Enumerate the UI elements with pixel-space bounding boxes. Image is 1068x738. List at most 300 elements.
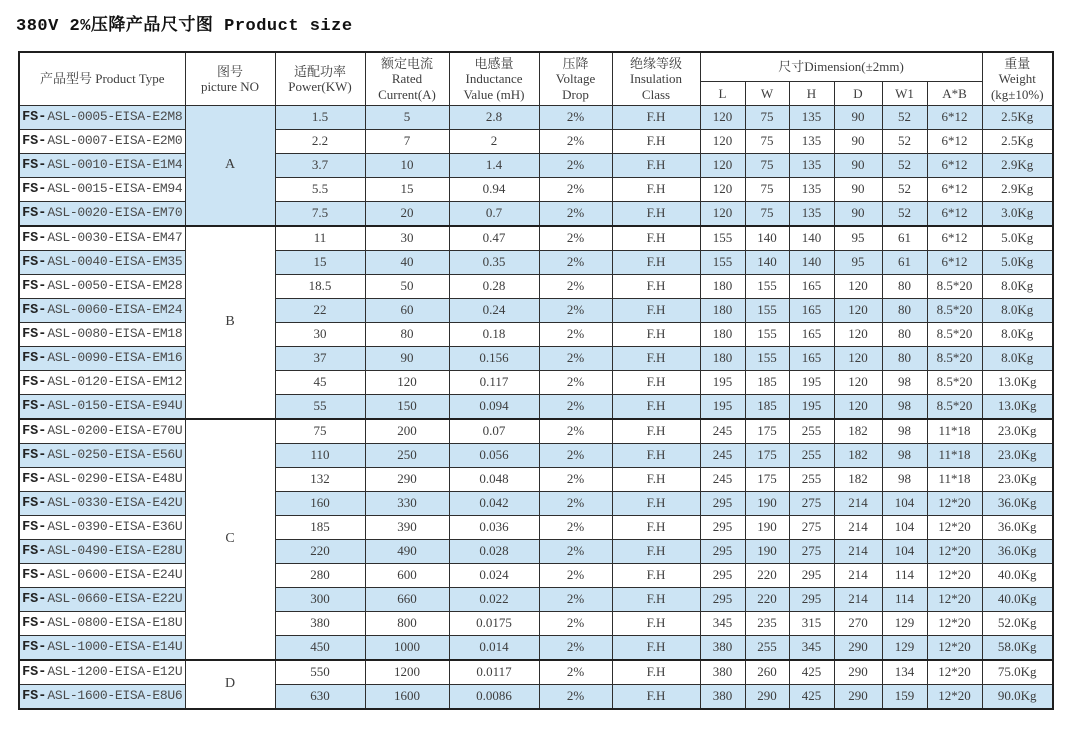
- cell-rated-current: 30: [365, 226, 449, 251]
- cell-dim-ab: 12*20: [927, 491, 982, 515]
- cell-rated-current: 60: [365, 298, 449, 322]
- cell-product-type: [19, 443, 185, 467]
- model-prefix: FS-: [22, 231, 47, 247]
- cell-inductance: 0.028: [449, 539, 539, 563]
- cell-dim-w1: 98: [882, 394, 927, 419]
- cell-rated-current: 150: [365, 394, 449, 419]
- model-prefix: FS-: [22, 520, 47, 536]
- cell-weight: 2.9Kg: [982, 153, 1053, 177]
- cell-insulation-class: F.H: [612, 322, 700, 346]
- cell-product-type: [19, 250, 185, 274]
- cell-dim-w: 255: [745, 635, 789, 660]
- cell-dim-l: 295: [700, 587, 745, 611]
- table-row: [19, 635, 1053, 660]
- cell-dim-l: 180: [700, 322, 745, 346]
- cell-insulation-class: F.H: [612, 419, 700, 444]
- cell-dim-w: 185: [745, 370, 789, 394]
- cell-weight: 5.0Kg: [982, 250, 1053, 274]
- cell-dim-w: 75: [745, 201, 789, 226]
- cell-dim-l: 180: [700, 346, 745, 370]
- cell-rated-current: 660: [365, 587, 449, 611]
- cell-dim-w1: 80: [882, 322, 927, 346]
- cell-weight: 13.0Kg: [982, 370, 1053, 394]
- cell-dim-ab: 12*20: [927, 611, 982, 635]
- cell-dim-h: 425: [789, 660, 834, 685]
- cell-dim-w1: 61: [882, 250, 927, 274]
- cell-power: 3.7: [275, 153, 365, 177]
- cell-dim-w1: 98: [882, 419, 927, 444]
- col-header-dim-w1: W1: [882, 81, 927, 105]
- cell-dim-l: 380: [700, 660, 745, 685]
- model-prefix: FS-: [22, 206, 47, 222]
- cell-weight: 40.0Kg: [982, 587, 1053, 611]
- cell-voltage-drop: 2%: [539, 419, 612, 444]
- cell-weight: 40.0Kg: [982, 563, 1053, 587]
- cell-product-type: [19, 515, 185, 539]
- cell-dim-ab: 6*12: [927, 250, 982, 274]
- cell-dim-d: 182: [834, 467, 882, 491]
- table-row: [19, 105, 1053, 129]
- cell-inductance: 0.0175: [449, 611, 539, 635]
- cell-insulation-class: F.H: [612, 274, 700, 298]
- cell-dim-h: 255: [789, 467, 834, 491]
- cell-voltage-drop: 2%: [539, 515, 612, 539]
- cell-dim-w: 220: [745, 563, 789, 587]
- cell-dim-ab: 8.5*20: [927, 346, 982, 370]
- cell-product-type: [19, 419, 185, 444]
- cell-voltage-drop: 2%: [539, 563, 612, 587]
- cell-dim-ab: 6*12: [927, 177, 982, 201]
- col-header-dim-ab: A*B: [927, 81, 982, 105]
- cell-voltage-drop: 2%: [539, 539, 612, 563]
- cell-inductance: 0.048: [449, 467, 539, 491]
- cell-weight: 23.0Kg: [982, 443, 1053, 467]
- col-header-picture-no: 图号 picture NO: [185, 52, 275, 105]
- cell-product-type: [19, 153, 185, 177]
- cell-dim-d: 95: [834, 226, 882, 251]
- cell-dim-w1: 80: [882, 274, 927, 298]
- cell-power: 450: [275, 635, 365, 660]
- cell-power: 1.5: [275, 105, 365, 129]
- cell-insulation-class: F.H: [612, 129, 700, 153]
- cell-picture-no: A: [185, 105, 275, 226]
- cell-dim-ab: 6*12: [927, 201, 982, 226]
- cell-dim-d: 90: [834, 129, 882, 153]
- cell-inductance: 0.7: [449, 201, 539, 226]
- cell-dim-w: 75: [745, 105, 789, 129]
- cell-dim-ab: 8.5*20: [927, 298, 982, 322]
- cell-inductance: 1.4: [449, 153, 539, 177]
- cell-dim-h: 165: [789, 346, 834, 370]
- model-prefix: FS-: [22, 616, 47, 632]
- cell-weight: 8.0Kg: [982, 274, 1053, 298]
- cell-dim-w1: 98: [882, 370, 927, 394]
- col-header-weight: 重量 Weight (kg±10%): [982, 52, 1053, 105]
- cell-voltage-drop: 2%: [539, 346, 612, 370]
- cell-insulation-class: F.H: [612, 105, 700, 129]
- cell-product-type: [19, 611, 185, 635]
- cell-product-type: [19, 660, 185, 685]
- cell-weight: 8.0Kg: [982, 346, 1053, 370]
- cell-dim-w1: 52: [882, 201, 927, 226]
- cell-dim-w1: 98: [882, 467, 927, 491]
- cell-power: 280: [275, 563, 365, 587]
- cell-dim-l: 120: [700, 129, 745, 153]
- cell-insulation-class: F.H: [612, 443, 700, 467]
- cell-dim-h: 295: [789, 563, 834, 587]
- cell-power: 132: [275, 467, 365, 491]
- cell-dim-d: 214: [834, 587, 882, 611]
- cell-power: 630: [275, 684, 365, 709]
- cell-dim-h: 425: [789, 684, 834, 709]
- cell-voltage-drop: 2%: [539, 250, 612, 274]
- model-prefix: FS-: [22, 424, 47, 440]
- cell-rated-current: 290: [365, 467, 449, 491]
- cell-dim-w: 75: [745, 153, 789, 177]
- cell-power: 15: [275, 250, 365, 274]
- model-prefix: FS-: [22, 182, 47, 198]
- model-code: ASL-0040-EISA-EM35: [47, 254, 183, 270]
- cell-product-type: [19, 298, 185, 322]
- cell-dim-w: 155: [745, 322, 789, 346]
- model-code: ASL-0020-EISA-EM70: [47, 205, 183, 221]
- cell-rated-current: 600: [365, 563, 449, 587]
- cell-dim-h: 165: [789, 298, 834, 322]
- cell-dim-ab: 6*12: [927, 226, 982, 251]
- cell-dim-d: 120: [834, 298, 882, 322]
- cell-dim-ab: 12*20: [927, 563, 982, 587]
- model-prefix: FS-: [22, 351, 47, 367]
- model-code: ASL-0005-EISA-E2M8: [47, 109, 183, 125]
- model-code: ASL-0600-EISA-E24U: [47, 567, 183, 583]
- cell-voltage-drop: 2%: [539, 611, 612, 635]
- cell-dim-l: 195: [700, 370, 745, 394]
- cell-voltage-drop: 2%: [539, 322, 612, 346]
- cell-inductance: 0.0086: [449, 684, 539, 709]
- cell-rated-current: 80: [365, 322, 449, 346]
- cell-voltage-drop: 2%: [539, 201, 612, 226]
- cell-dim-w: 190: [745, 491, 789, 515]
- cell-dim-w1: 114: [882, 563, 927, 587]
- table-row: [19, 515, 1053, 539]
- cell-dim-w: 155: [745, 298, 789, 322]
- cell-dim-w1: 114: [882, 587, 927, 611]
- table-row: [19, 346, 1053, 370]
- cell-inductance: 0.35: [449, 250, 539, 274]
- cell-dim-l: 245: [700, 467, 745, 491]
- col-header-dim-d: D: [834, 81, 882, 105]
- cell-inductance: 0.07: [449, 419, 539, 444]
- cell-weight: 13.0Kg: [982, 394, 1053, 419]
- cell-dim-w: 140: [745, 226, 789, 251]
- cell-inductance: 0.0117: [449, 660, 539, 685]
- cell-power: 22: [275, 298, 365, 322]
- table-row: [19, 177, 1053, 201]
- cell-dim-w: 190: [745, 515, 789, 539]
- cell-dim-d: 90: [834, 177, 882, 201]
- model-code: ASL-1200-EISA-E12U: [47, 664, 183, 680]
- cell-product-type: [19, 491, 185, 515]
- cell-dim-ab: 11*18: [927, 467, 982, 491]
- cell-inductance: 0.042: [449, 491, 539, 515]
- model-prefix: FS-: [22, 544, 47, 560]
- cell-insulation-class: F.H: [612, 660, 700, 685]
- cell-dim-l: 380: [700, 684, 745, 709]
- cell-dim-w1: 52: [882, 177, 927, 201]
- table-row: [19, 250, 1053, 274]
- cell-dim-d: 90: [834, 153, 882, 177]
- cell-product-type: [19, 177, 185, 201]
- model-prefix: FS-: [22, 448, 47, 464]
- cell-product-type: [19, 105, 185, 129]
- cell-dim-ab: 8.5*20: [927, 322, 982, 346]
- col-header-inductance: 电感量 Inductance Value (mH): [449, 52, 539, 105]
- cell-weight: 75.0Kg: [982, 660, 1053, 685]
- model-code: ASL-0290-EISA-E48U: [47, 471, 183, 487]
- cell-dim-h: 165: [789, 274, 834, 298]
- cell-dim-w: 75: [745, 129, 789, 153]
- cell-dim-l: 245: [700, 419, 745, 444]
- model-code: ASL-1000-EISA-E14U: [47, 639, 183, 655]
- cell-rated-current: 250: [365, 443, 449, 467]
- cell-dim-w1: 104: [882, 491, 927, 515]
- cell-dim-h: 275: [789, 491, 834, 515]
- table-row: [19, 322, 1053, 346]
- cell-dim-w1: 104: [882, 515, 927, 539]
- cell-insulation-class: F.H: [612, 394, 700, 419]
- cell-dim-ab: 12*20: [927, 587, 982, 611]
- cell-rated-current: 800: [365, 611, 449, 635]
- col-header-rated-current: 额定电流 Rated Current(A): [365, 52, 449, 105]
- cell-rated-current: 10: [365, 153, 449, 177]
- cell-dim-ab: 8.5*20: [927, 370, 982, 394]
- cell-product-type: [19, 226, 185, 251]
- cell-dim-w1: 80: [882, 346, 927, 370]
- col-header-voltage-drop: 压降 Voltage Drop: [539, 52, 612, 105]
- model-prefix: FS-: [22, 279, 47, 295]
- datasheet-page: [0, 10, 1068, 710]
- cell-weight: 5.0Kg: [982, 226, 1053, 251]
- cell-insulation-class: F.H: [612, 611, 700, 635]
- table-row: [19, 467, 1053, 491]
- cell-inductance: 0.024: [449, 563, 539, 587]
- col-header-dimension: 尺寸Dimension(±2mm): [700, 52, 982, 81]
- cell-product-type: [19, 467, 185, 491]
- product-size-table: [18, 51, 1054, 710]
- model-code: ASL-0200-EISA-E70U: [47, 423, 183, 439]
- cell-weight: 52.0Kg: [982, 611, 1053, 635]
- cell-product-type: [19, 129, 185, 153]
- cell-dim-w: 175: [745, 419, 789, 444]
- table-row: [19, 684, 1053, 709]
- cell-dim-w1: 61: [882, 226, 927, 251]
- cell-weight: 36.0Kg: [982, 515, 1053, 539]
- cell-weight: 2.9Kg: [982, 177, 1053, 201]
- model-prefix: FS-: [22, 592, 47, 608]
- cell-insulation-class: F.H: [612, 250, 700, 274]
- cell-dim-w1: 80: [882, 298, 927, 322]
- table-row: [19, 587, 1053, 611]
- cell-rated-current: 20: [365, 201, 449, 226]
- cell-voltage-drop: 2%: [539, 684, 612, 709]
- cell-dim-d: 214: [834, 491, 882, 515]
- col-header-power: 适配功率 Power(KW): [275, 52, 365, 105]
- cell-picture-no: C: [185, 419, 275, 660]
- cell-voltage-drop: 2%: [539, 491, 612, 515]
- cell-dim-d: 95: [834, 250, 882, 274]
- cell-dim-w1: 129: [882, 635, 927, 660]
- cell-inductance: 0.94: [449, 177, 539, 201]
- model-prefix: FS-: [22, 110, 47, 126]
- table-row: [19, 370, 1053, 394]
- cell-dim-l: 380: [700, 635, 745, 660]
- cell-insulation-class: F.H: [612, 153, 700, 177]
- cell-dim-d: 90: [834, 105, 882, 129]
- cell-insulation-class: F.H: [612, 226, 700, 251]
- cell-insulation-class: F.H: [612, 370, 700, 394]
- cell-rated-current: 490: [365, 539, 449, 563]
- cell-voltage-drop: 2%: [539, 467, 612, 491]
- cell-inductance: 0.28: [449, 274, 539, 298]
- cell-product-type: [19, 322, 185, 346]
- cell-dim-d: 120: [834, 322, 882, 346]
- cell-dim-w: 220: [745, 587, 789, 611]
- cell-dim-ab: 11*18: [927, 419, 982, 444]
- cell-product-type: [19, 394, 185, 419]
- cell-rated-current: 1000: [365, 635, 449, 660]
- cell-insulation-class: F.H: [612, 563, 700, 587]
- cell-dim-w1: 134: [882, 660, 927, 685]
- cell-insulation-class: F.H: [612, 346, 700, 370]
- table-row: [19, 539, 1053, 563]
- cell-power: 45: [275, 370, 365, 394]
- model-prefix: FS-: [22, 665, 47, 681]
- cell-dim-l: 180: [700, 298, 745, 322]
- cell-dim-ab: 11*18: [927, 443, 982, 467]
- cell-dim-w1: 159: [882, 684, 927, 709]
- cell-dim-w1: 52: [882, 105, 927, 129]
- model-code: ASL-0800-EISA-E18U: [47, 615, 183, 631]
- cell-insulation-class: F.H: [612, 177, 700, 201]
- cell-insulation-class: F.H: [612, 635, 700, 660]
- cell-dim-l: 295: [700, 491, 745, 515]
- col-header-insulation-class: 绝缘等级 Insulation Class: [612, 52, 700, 105]
- cell-voltage-drop: 2%: [539, 177, 612, 201]
- cell-insulation-class: F.H: [612, 515, 700, 539]
- cell-weight: 23.0Kg: [982, 467, 1053, 491]
- cell-power: 7.5: [275, 201, 365, 226]
- cell-dim-d: 270: [834, 611, 882, 635]
- cell-dim-h: 275: [789, 515, 834, 539]
- model-code: ASL-0050-EISA-EM28: [47, 278, 183, 294]
- table-row: [19, 153, 1053, 177]
- model-code: ASL-0330-EISA-E42U: [47, 495, 183, 511]
- cell-dim-h: 165: [789, 322, 834, 346]
- cell-dim-w: 235: [745, 611, 789, 635]
- cell-weight: 23.0Kg: [982, 419, 1053, 444]
- cell-dim-l: 120: [700, 153, 745, 177]
- cell-inductance: 0.24: [449, 298, 539, 322]
- cell-dim-w1: 52: [882, 129, 927, 153]
- table-header: [19, 52, 1053, 105]
- table-row: [19, 660, 1053, 685]
- cell-dim-h: 255: [789, 443, 834, 467]
- cell-dim-w: 290: [745, 684, 789, 709]
- table-row: [19, 563, 1053, 587]
- cell-picture-no: D: [185, 660, 275, 709]
- model-prefix: FS-: [22, 640, 47, 656]
- cell-insulation-class: F.H: [612, 684, 700, 709]
- cell-inductance: 2: [449, 129, 539, 153]
- cell-rated-current: 1200: [365, 660, 449, 685]
- model-code: ASL-1600-EISA-E8U6: [47, 688, 183, 704]
- cell-dim-l: 120: [700, 177, 745, 201]
- cell-dim-h: 275: [789, 539, 834, 563]
- cell-dim-w: 190: [745, 539, 789, 563]
- model-code: ASL-0090-EISA-EM16: [47, 350, 183, 366]
- cell-dim-h: 135: [789, 129, 834, 153]
- cell-weight: 36.0Kg: [982, 491, 1053, 515]
- cell-weight: 3.0Kg: [982, 201, 1053, 226]
- cell-dim-h: 345: [789, 635, 834, 660]
- table-row: [19, 443, 1053, 467]
- table-row: [19, 394, 1053, 419]
- cell-voltage-drop: 2%: [539, 105, 612, 129]
- cell-dim-d: 120: [834, 370, 882, 394]
- cell-dim-ab: 12*20: [927, 660, 982, 685]
- cell-dim-w: 260: [745, 660, 789, 685]
- cell-dim-w: 185: [745, 394, 789, 419]
- cell-voltage-drop: 2%: [539, 129, 612, 153]
- cell-dim-l: 120: [700, 105, 745, 129]
- cell-dim-l: 155: [700, 250, 745, 274]
- cell-dim-w1: 52: [882, 153, 927, 177]
- cell-rated-current: 90: [365, 346, 449, 370]
- cell-dim-d: 290: [834, 684, 882, 709]
- cell-dim-d: 90: [834, 201, 882, 226]
- cell-dim-l: 245: [700, 443, 745, 467]
- cell-weight: 58.0Kg: [982, 635, 1053, 660]
- model-prefix: FS-: [22, 689, 47, 705]
- model-code: ASL-0060-EISA-EM24: [47, 302, 183, 318]
- cell-dim-d: 214: [834, 515, 882, 539]
- cell-weight: 36.0Kg: [982, 539, 1053, 563]
- col-header-dim-l: L: [700, 81, 745, 105]
- col-header-product-type: 产品型号 Product Type: [19, 52, 185, 105]
- cell-voltage-drop: 2%: [539, 370, 612, 394]
- model-prefix: FS-: [22, 255, 47, 271]
- cell-insulation-class: F.H: [612, 539, 700, 563]
- cell-dim-h: 195: [789, 370, 834, 394]
- model-prefix: FS-: [22, 568, 47, 584]
- cell-power: 2.2: [275, 129, 365, 153]
- table-row: [19, 611, 1053, 635]
- cell-power: 55: [275, 394, 365, 419]
- cell-dim-l: 180: [700, 274, 745, 298]
- cell-weight: 2.5Kg: [982, 105, 1053, 129]
- cell-rated-current: 40: [365, 250, 449, 274]
- cell-dim-ab: 12*20: [927, 635, 982, 660]
- cell-product-type: [19, 539, 185, 563]
- cell-dim-l: 155: [700, 226, 745, 251]
- table-row: [19, 274, 1053, 298]
- model-prefix: FS-: [22, 472, 47, 488]
- cell-power: 220: [275, 539, 365, 563]
- model-code: ASL-0120-EISA-EM12: [47, 374, 183, 390]
- cell-dim-w: 175: [745, 467, 789, 491]
- cell-rated-current: 120: [365, 370, 449, 394]
- model-code: ASL-0250-EISA-E56U: [47, 447, 183, 463]
